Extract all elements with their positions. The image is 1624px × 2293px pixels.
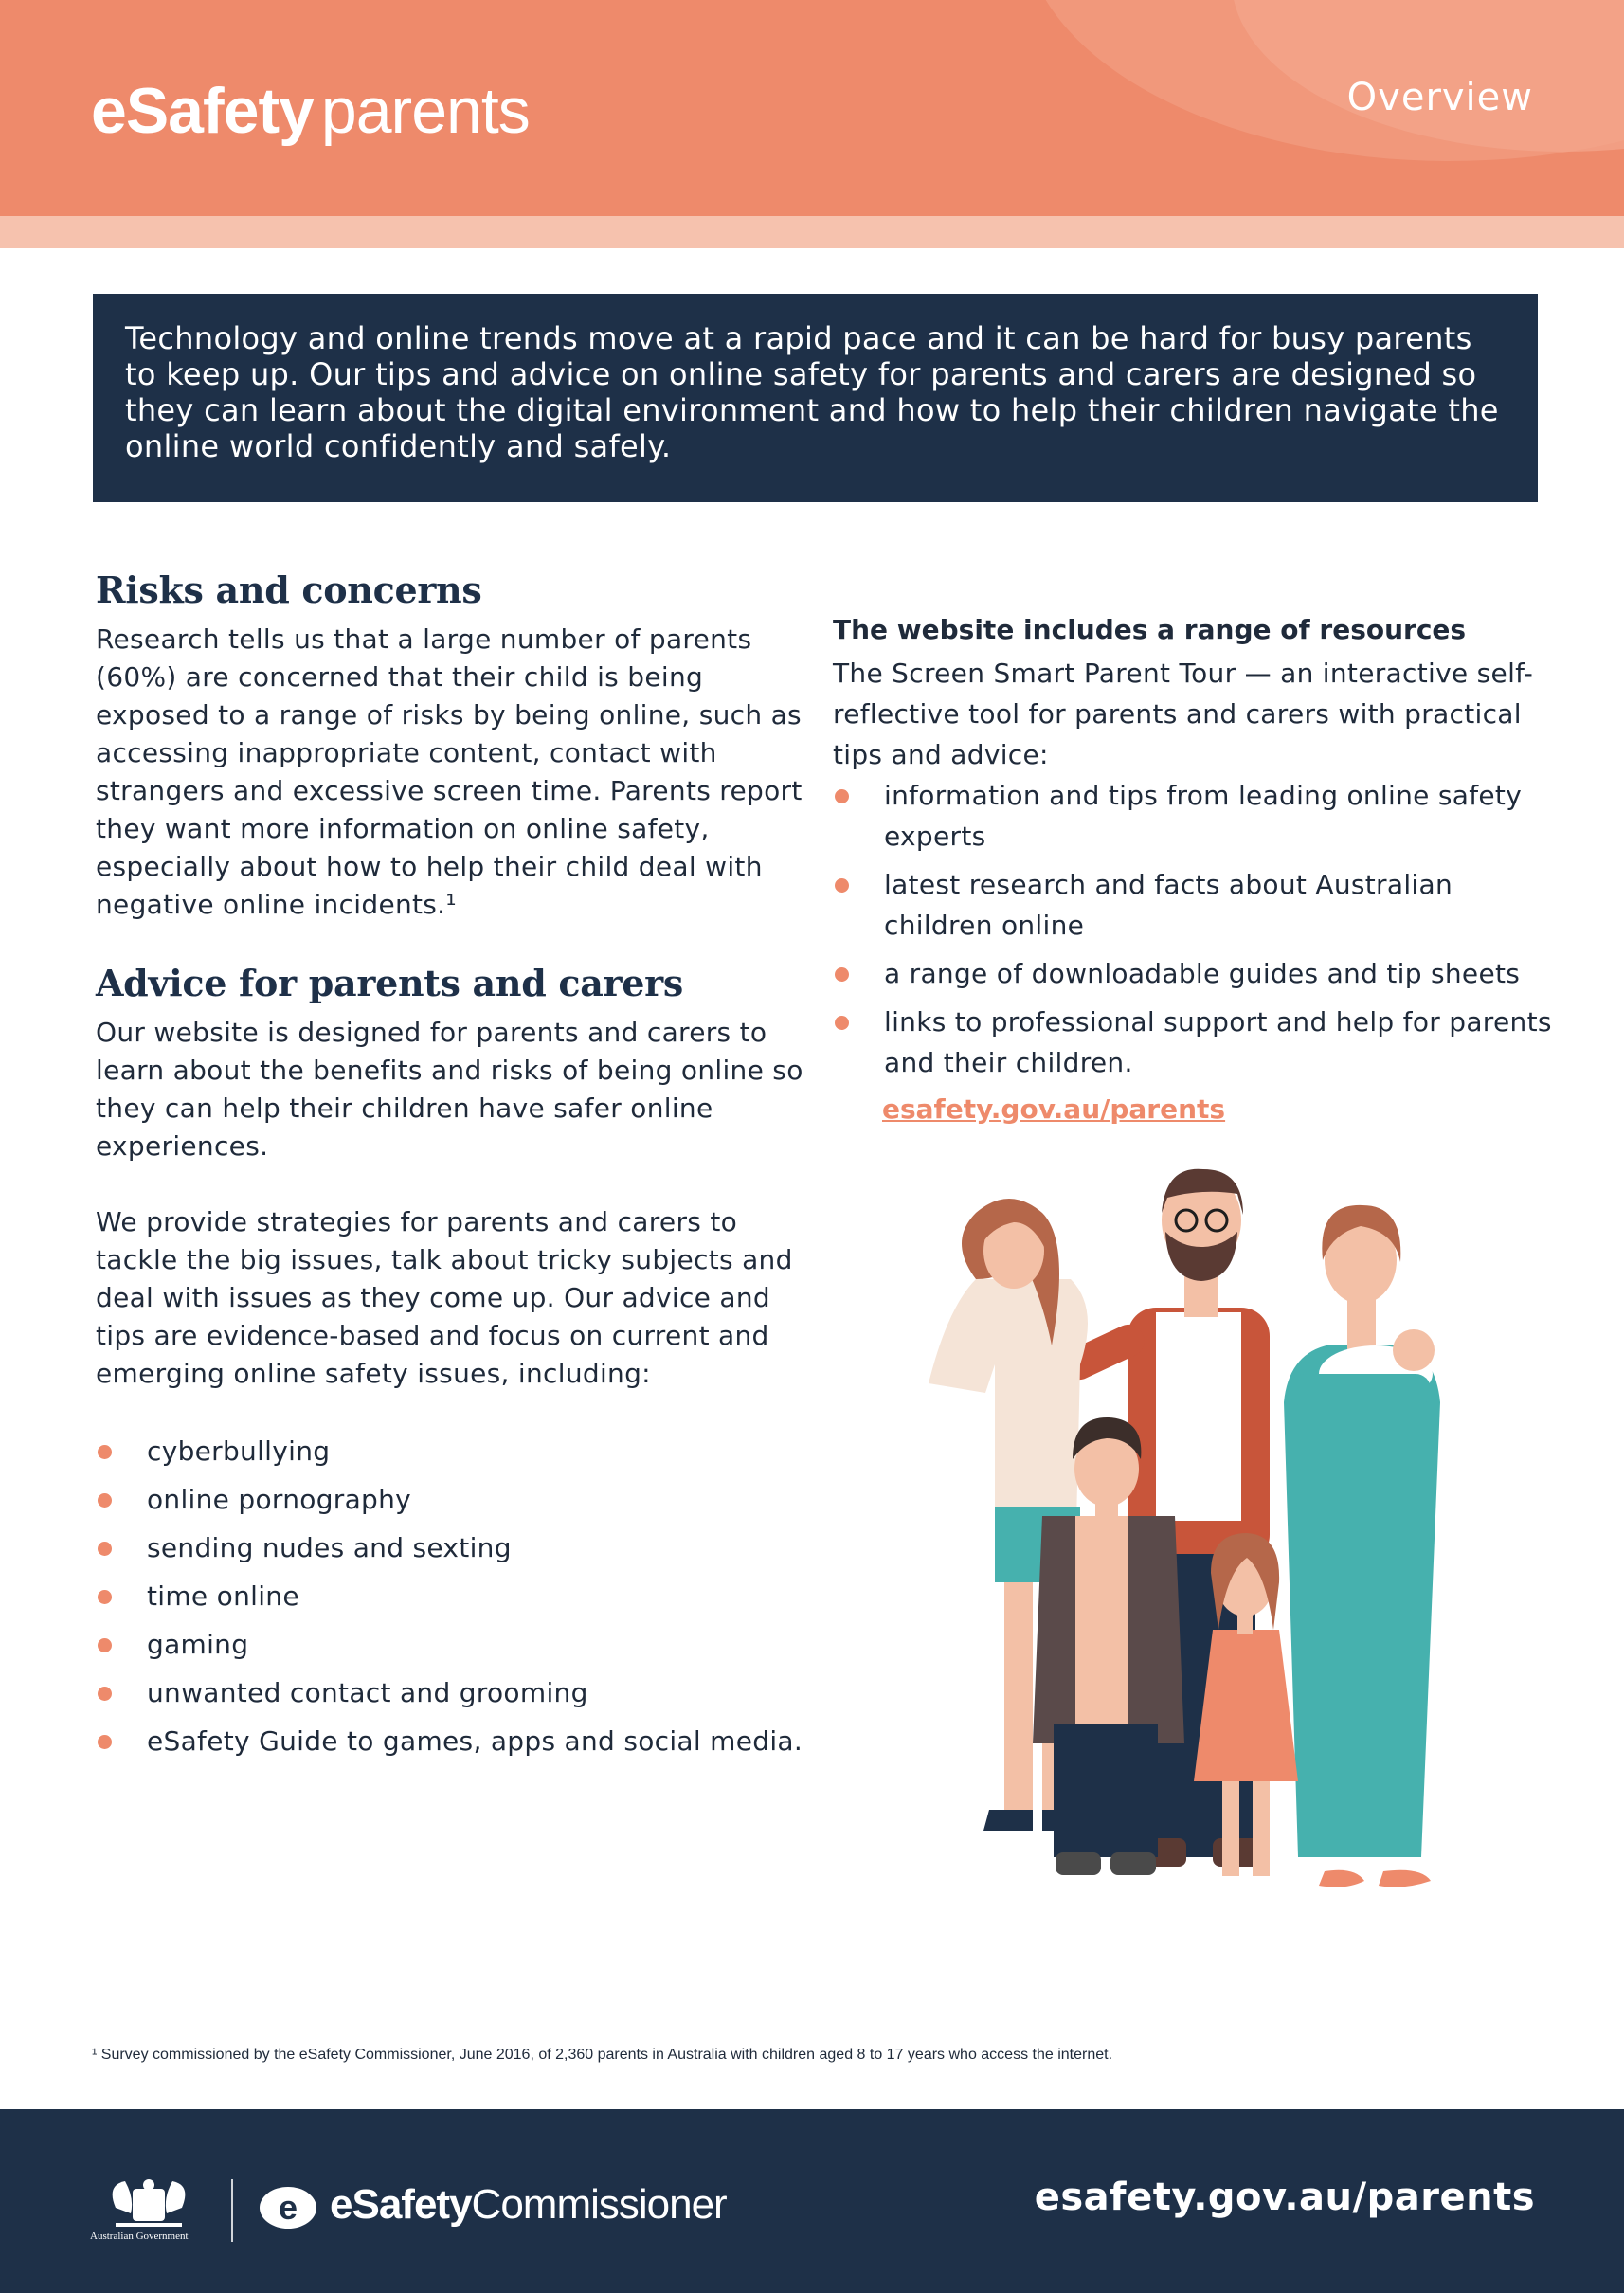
- issue-label: unwanted contact and grooming: [147, 1677, 588, 1708]
- coat-of-arms-icon: [87, 2176, 210, 2236]
- right-column: [833, 611, 1553, 1128]
- bullet-icon: [98, 1493, 112, 1508]
- footer-url[interactable]: esafety.gov.au/parents: [1034, 2176, 1535, 2219]
- issue-label: cyberbullying: [147, 1435, 331, 1467]
- footnote: ¹ Survey commissioned by the eSafety Commissioner, June 2016, of 2,360 parents in Australia with children aged 8 to 17 years who access the internet.: [92, 2047, 1113, 2063]
- left-column: [96, 569, 816, 1769]
- logo-bold-text: eSafety: [91, 75, 314, 147]
- bullet-icon: [98, 1445, 112, 1459]
- bullet-icon: [835, 967, 849, 982]
- bullet-icon: [98, 1687, 112, 1701]
- parents-link[interactable]: esafety.gov.au/parents: [882, 1093, 1226, 1125]
- list-item: [96, 1721, 816, 1761]
- advice-para-2: We provide strategies for parents and carers to tackle the big issues, talk about tricky subjects and deal with issues as they come up. Our advice and tips are evidence-based and focus on current and emerging online safety issues, including:: [96, 1206, 793, 1389]
- esafety-commissioner-logo[interactable]: [330, 2181, 727, 2229]
- list-item: [96, 1672, 816, 1713]
- resources-title: The website includes a range of resources: [833, 614, 1467, 645]
- bullet-icon: [835, 789, 849, 803]
- bullet-icon: [98, 1638, 112, 1652]
- bullet-icon: [835, 1016, 849, 1030]
- family-illustration: [910, 1156, 1516, 2009]
- resources-intro: The Screen Smart Parent Tour — an interactive self-reflective tool for parents and carers with practical tips and advice:: [833, 658, 1534, 770]
- commissioner-bold-text: eSafety: [330, 2181, 472, 2228]
- advice-heading: Advice for parents and carers: [96, 962, 683, 1004]
- list-item: [833, 953, 1553, 994]
- issue-label: gaming: [147, 1629, 249, 1660]
- list-item: [833, 1002, 1553, 1083]
- esafety-parents-logo[interactable]: [91, 74, 530, 149]
- logo-light-text: parents: [320, 75, 530, 147]
- advice-para-1: Our website is designed for parents and carers to learn about the benefits and risks of being online so they can help their children have safer online experiences.: [96, 1017, 803, 1162]
- issues-list: [96, 1431, 816, 1761]
- mother-figure: [1284, 1205, 1440, 1887]
- bullet-icon: [98, 1735, 112, 1749]
- resource-label: information and tips from leading online safety experts: [884, 780, 1523, 852]
- header-band: [0, 216, 1624, 248]
- esafety-e-icon: [258, 2183, 318, 2232]
- issue-label: online pornography: [147, 1484, 412, 1515]
- bullet-icon: [835, 878, 849, 893]
- risks-body: Research tells us that a large number of parents (60%) are concerned that their child is being exposed to a range of risks by being online, such as accessing inappropriate content, contact with strangers and excessive screen time. Parents report they want more information on online safety, especially about how to help their child deal with negative online incidents.¹: [96, 623, 803, 920]
- bullet-icon: [98, 1542, 112, 1556]
- resources-list: [833, 775, 1553, 1083]
- list-item: [96, 1624, 816, 1665]
- issue-label: eSafety Guide to games, apps and social media.: [147, 1725, 803, 1757]
- list-item: [96, 1479, 816, 1520]
- issue-label: time online: [147, 1580, 299, 1612]
- bullet-icon: [98, 1590, 112, 1604]
- svg-text:e: e: [278, 2188, 298, 2227]
- resource-label: links to professional support and help for parents and their children.: [884, 1006, 1552, 1078]
- risks-heading: Risks and concerns: [96, 569, 482, 611]
- intro-box: Technology and online trends move at a rapid pace and it can be hard for busy parents to keep up. Our tips and advice on online safety for parents and carers are designed so they can learn about the digital environment and how to help their children navigate the online world confidently and safely.: [93, 294, 1538, 502]
- list-item: [833, 775, 1553, 857]
- list-item: [96, 1527, 816, 1568]
- resource-label: a range of downloadable guides and tip sheets: [884, 958, 1521, 989]
- list-item: [96, 1431, 816, 1471]
- list-item: [833, 864, 1553, 946]
- section-label: Overview: [1346, 76, 1533, 119]
- resource-label: latest research and facts about Australian children online: [884, 869, 1453, 941]
- issue-label: sending nudes and sexting: [147, 1532, 512, 1563]
- footer-divider: [231, 2179, 233, 2242]
- australian-government-label: Australian Government: [90, 2230, 189, 2242]
- commissioner-light-text: Commissioner: [471, 2181, 727, 2228]
- list-item: [96, 1576, 816, 1616]
